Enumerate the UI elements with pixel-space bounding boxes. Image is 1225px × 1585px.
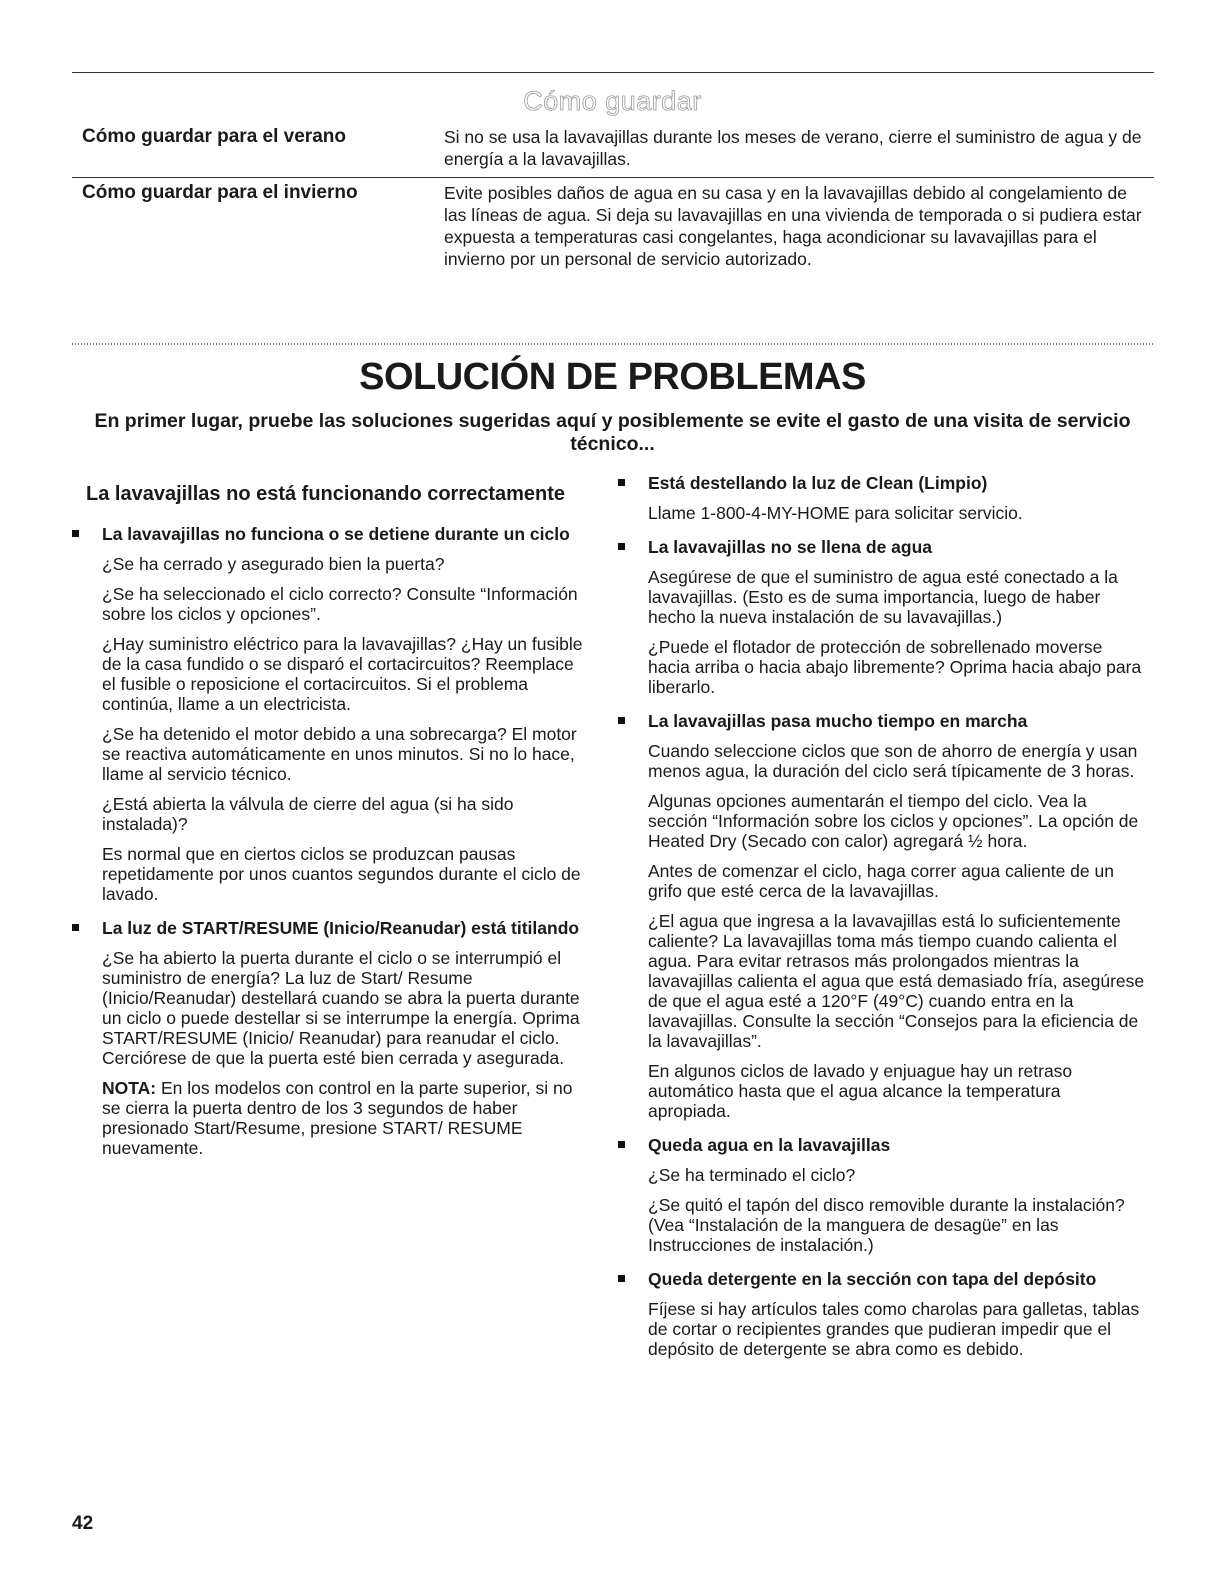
problem-paragraph: ¿Se ha terminado el ciclo? <box>648 1165 856 1185</box>
problem-paragraph: ¿Se ha detenido el motor debido a una sobrecarga? El motor se reactiva automáticamente en unos minutos. Si no lo hace, llame al servicio técnico. <box>102 724 577 784</box>
troubleshooting-title: SOLUCIÓN DE PROBLEMAS <box>359 356 866 398</box>
storage-row-text: Si no se usa la lavavajillas durante los meses de verano, cierre el suministro de agua y de energía a la lavavajillas. <box>444 127 1142 169</box>
row-divider <box>72 177 1154 178</box>
problem-paragraph: ¿Se ha cerrado y asegurado bien la puerta? <box>102 554 445 574</box>
problem-paragraph: ¿Puede el flotador de protección de sobrellenado moverse hacia arriba o hacia abajo libremente? Oprima hacia abajo para liberarlo. <box>648 637 1142 697</box>
problem-paragraph: ¿Se ha abierto la puerta durante el ciclo o se interrumpió el suministro de energía? La luz de Start/ Resume (Inicio/Reanudar) destellará cuando se abra la puerta durante un ciclo o puede destellar si se interrumpe la energía. Oprima START/RESUME (Inicio/ Reanudar) para reanudar el ciclo. Cerciórese de que la puerta esté bien cerrada y asegurada. <box>102 948 580 1068</box>
problem-item <box>618 537 1148 697</box>
problem-title: Queda detergente en la sección con tapa del depósito <box>648 1269 1097 1289</box>
problem-paragraph: ¿Hay suministro eléctrico para la lavavajillas? ¿Hay un fusible de la casa fundido o se disparó el cortacircuitos? Reemplace el fusible o reposicione el cortacircuitos. Si el problema continúa, llame a un electricista. <box>102 634 583 714</box>
note-text: En los modelos con control en la parte superior, si no se cierra la puerta dentro de los 3 segundos de haber presionado Start/Resume, presione START/ RESUME nuevamente. <box>102 1078 573 1158</box>
problem-item <box>618 1135 1148 1255</box>
problem-item <box>618 473 1148 523</box>
problem-paragraph: Asegúrese de que el suministro de agua esté conectado a la lavavajillas. (Esto es de suma importancia, luego de haber hecho la nueva instalación de su lavavajillas.) <box>648 567 1118 627</box>
problem-title: Queda agua en la lavavajillas <box>648 1135 891 1155</box>
problem-title: Está destellando la luz de Clean (Limpio) <box>648 473 988 493</box>
note-label: NOTA: <box>102 1078 157 1098</box>
problem-item <box>618 711 1148 1121</box>
problem-title: La lavavajillas no se llena de agua <box>648 537 933 557</box>
section-divider <box>72 343 1154 345</box>
problem-paragraph: Es normal que en ciertos ciclos se produzcan pausas repetidamente por unos cuantos segundos durante el ciclo de lavado. <box>102 844 581 904</box>
storage-row-label: Cómo guardar para el invierno <box>82 182 358 203</box>
right-column <box>618 473 1148 1373</box>
top-rule <box>72 72 1154 73</box>
bullet-square-icon <box>618 543 625 550</box>
problem-item <box>72 524 592 904</box>
problem-paragraph: ¿Se quitó el tapón del disco removible durante la instalación? (Vea “Instalación de la manguera de desagüe” en las Instrucciones de instalación.) <box>648 1195 1125 1255</box>
problem-paragraph: Llame 1-800-4-MY-HOME para solicitar servicio. <box>648 503 1023 523</box>
problem-item <box>618 1269 1148 1359</box>
problem-title: La lavavajillas pasa mucho tiempo en marcha <box>648 711 1028 731</box>
problem-paragraph: Cuando seleccione ciclos que son de ahorro de energía y usan menos agua, la duración del ciclo será típicamente de 3 horas. <box>648 741 1138 781</box>
problem-title: La luz de START/RESUME (Inicio/Reanudar) está titilando <box>102 918 580 938</box>
storage-row-text: Evite posibles daños de agua en su casa y en la lavavajillas debido al congelamiento de las líneas de agua. Si deja su lavavajillas en una vivienda de temporada o si pudiera estar expuesta a temperaturas casi congelantes, haga acondicionar su lavavajillas para el invierno por un personal de servicio autorizado. <box>444 183 1142 269</box>
problem-paragraph: Fíjese si hay artículos tales como charolas para galletas, tablas de cortar o recipientes grandes que pudieran impedir que el depósito de detergente se abra como es debido. <box>648 1299 1140 1359</box>
problem-paragraph: ¿Está abierta la válvula de cierre del agua (si ha sido instalada)? <box>102 794 514 834</box>
note-paragraph <box>102 1078 592 1158</box>
problem-paragraph: En algunos ciclos de lavado y enjuague hay un retraso automático hasta que el agua alcance la temperatura apropiada. <box>648 1061 1073 1121</box>
problem-paragraph: Antes de comenzar el ciclo, haga correr agua caliente de un grifo que esté cerca de la lavavajillas. <box>648 861 1114 901</box>
left-column <box>72 484 592 1172</box>
subsection-title: La lavavajillas no está funcionando correctamente <box>86 483 566 505</box>
bullet-square-icon <box>618 1275 625 1282</box>
problem-title: La lavavajillas no funciona o se detiene durante un ciclo <box>102 524 570 544</box>
bullet-square-icon <box>72 924 79 931</box>
storage-row-label: Cómo guardar para el verano <box>82 126 346 147</box>
bullet-square-icon <box>618 717 625 724</box>
problem-paragraph: Algunas opciones aumentarán el tiempo del ciclo. Vea la sección “Información sobre los ciclos y opciones”. La opción de Heated Dry (Secado con calor) agregará ½ hora. <box>648 791 1139 851</box>
bullet-square-icon <box>618 479 625 486</box>
bullet-square-icon <box>618 1141 625 1148</box>
problem-paragraph: ¿El agua que ingresa a la lavavajillas está lo suficientemente caliente? La lavavajillas toma más tiempo cuando calienta el agua. Para evitar retrasos más prolongados mientras la lavavajillas calienta el agua que está demasiado fría, asegúrese de que el agua esté a 120°F (49°C) cuando entra en la lavavajillas. Consulte la sección “Consejos para la eficiencia de la lavavajillas”. <box>648 911 1145 1051</box>
bullet-square-icon <box>72 530 79 537</box>
page-number: 42 <box>72 1513 94 1534</box>
troubleshooting-intro: En primer lugar, pruebe las soluciones sugeridas aquí y posiblemente se evite el gasto de una visita de servicio técnico... <box>94 410 1131 455</box>
problem-item <box>72 918 592 1158</box>
storage-section-title: Cómo guardar <box>523 86 702 116</box>
problem-paragraph: ¿Se ha seleccionado el ciclo correcto? Consulte “Información sobre los ciclos y opciones”. <box>102 584 578 624</box>
